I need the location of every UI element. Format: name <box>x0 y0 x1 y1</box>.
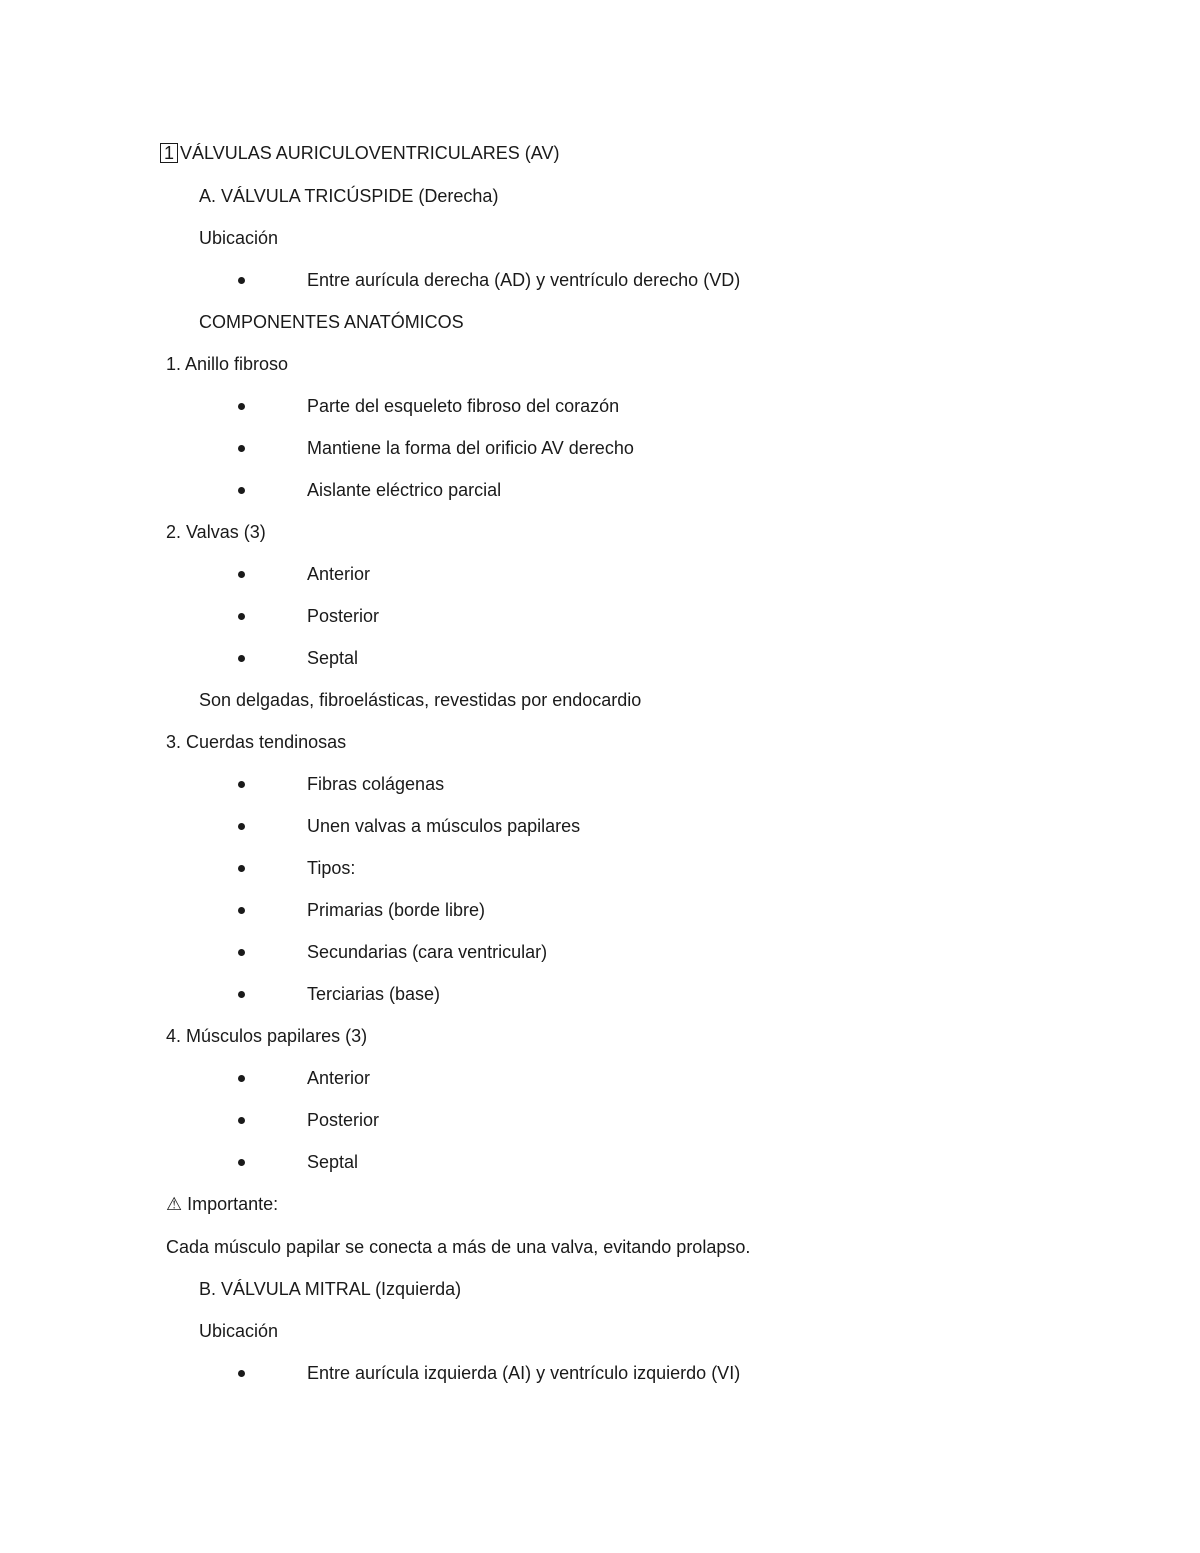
bullet-dot <box>238 487 245 494</box>
chordae-item: Primarias (borde libre) <box>307 900 486 920</box>
bullet-dot <box>238 613 245 620</box>
papillary-item: Septal <box>307 1152 359 1172</box>
chordae-item: Secundarias (cara ventricular) <box>307 942 548 962</box>
leaflets-note: Son delgadas, fibroelásticas, revestidas por endocardio <box>199 690 642 710</box>
leaflets-title: 2. Valvas (3) <box>166 522 266 542</box>
tricuspid-location-item: Entre aurícula derecha (AD) y ventrículo derecho (VD) <box>307 270 741 290</box>
bullet-dot <box>238 949 245 956</box>
bullet-dot <box>238 655 245 662</box>
leaflet-item: Anterior <box>307 564 371 584</box>
mitral-title: B. VÁLVULA MITRAL (Izquierda) <box>199 1279 462 1299</box>
bullet-dot <box>238 1370 245 1377</box>
bullet-dot <box>238 1117 245 1124</box>
papillary-item: Anterior <box>307 1068 371 1088</box>
bullet-dot <box>238 991 245 998</box>
heading-title: VÁLVULAS AURICULOVENTRICULARES (AV) <box>180 143 560 163</box>
bullet-dot <box>238 1075 245 1082</box>
bullet-dot <box>238 781 245 788</box>
papillary-item: Posterior <box>307 1110 380 1130</box>
chordae-title: 3. Cuerdas tendinosas <box>166 732 347 752</box>
bullet-dot <box>238 571 245 578</box>
bullet-dot <box>238 277 245 284</box>
ring-item: Mantiene la forma del orificio AV derecho <box>307 438 634 458</box>
bullet-dot <box>238 865 245 872</box>
main-heading <box>160 142 559 164</box>
chordae-item: Unen valvas a músculos papilares <box>307 816 581 836</box>
papillary-title: 4. Músculos papilares (3) <box>166 1026 368 1046</box>
chordae-item: Fibras colágenas <box>307 774 445 794</box>
important-text: Cada músculo papilar se conecta a más de una valva, evitando prolapso. <box>166 1237 751 1257</box>
bullet-dot <box>238 1159 245 1166</box>
bullet-dot <box>238 445 245 452</box>
leaflet-item: Septal <box>307 648 359 668</box>
tricuspid-location-label: Ubicación <box>199 228 279 248</box>
chordae-item: Terciarias (base) <box>307 984 441 1004</box>
mitral-location-item: Entre aurícula izquierda (AI) y ventrículo izquierdo (VI) <box>307 1363 741 1383</box>
ring-item: Aislante eléctrico parcial <box>307 480 502 500</box>
bullet-dot <box>238 907 245 914</box>
leaflet-item: Posterior <box>307 606 380 626</box>
tricuspid-title: A. VÁLVULA TRICÚSPIDE (Derecha) <box>199 186 499 206</box>
ring-item: Parte del esqueleto fibroso del corazón <box>307 396 620 416</box>
important-label: ⚠ Importante: <box>166 1194 279 1214</box>
bullet-dot <box>238 823 245 830</box>
mitral-location-label: Ubicación <box>199 1321 279 1341</box>
ring-title: 1. Anillo fibroso <box>166 354 289 374</box>
chordae-item: Tipos: <box>307 858 356 878</box>
components-title: COMPONENTES ANATÓMICOS <box>199 312 464 332</box>
bullet-dot <box>238 403 245 410</box>
heading-number-box: 1 <box>160 143 178 163</box>
